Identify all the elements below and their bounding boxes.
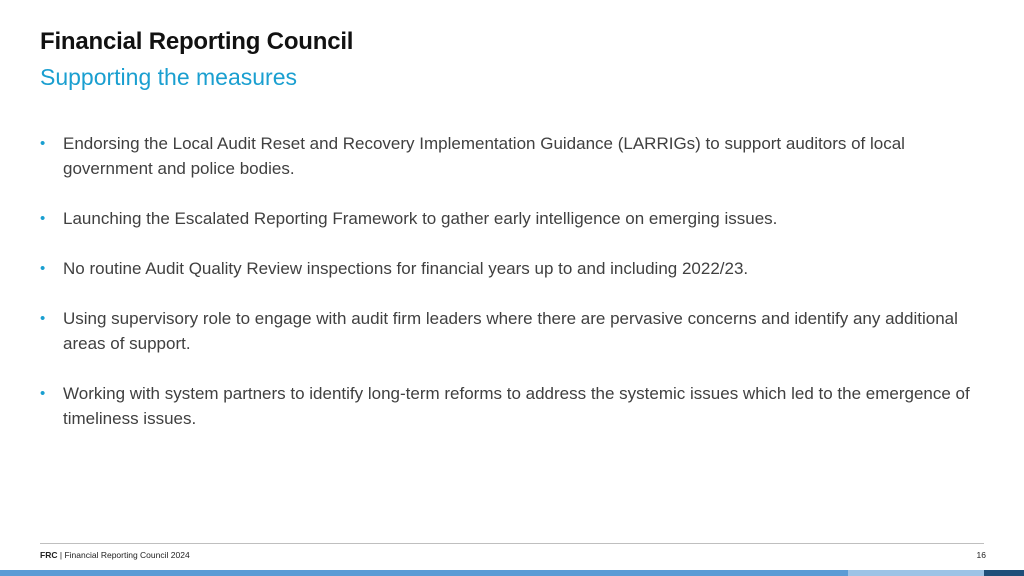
bar-segment-light xyxy=(848,570,984,576)
list-item xyxy=(40,381,980,431)
footer-brand: FRC xyxy=(40,550,58,560)
bullet-text: No routine Audit Quality Review inspections for financial years up to and including 2022/23. xyxy=(63,259,749,278)
bar-segment-dark xyxy=(984,570,1024,576)
list-item xyxy=(40,206,980,231)
footer-separator: | xyxy=(59,550,63,560)
bullet-text: Working with system partners to identify long-term reforms to address the systemic issues which led to the emergence of timeliness issues. xyxy=(63,384,970,428)
footer-text: Financial Reporting Council 2024 xyxy=(64,550,190,560)
bullet-text: Launching the Escalated Reporting Framework to gather early intelligence on emerging issues. xyxy=(63,209,778,228)
bullet-list xyxy=(40,131,980,456)
bar-segment-blue xyxy=(0,570,848,576)
bullet-text: Using supervisory role to engage with audit firm leaders where there are pervasive concerns and identify any additional areas of support. xyxy=(63,309,958,353)
list-item xyxy=(40,256,980,281)
list-item xyxy=(40,131,980,181)
list-item xyxy=(40,306,980,356)
footer-divider xyxy=(40,543,984,544)
footer xyxy=(40,550,190,560)
bullet-icon: • xyxy=(40,135,46,152)
bullet-icon: • xyxy=(40,210,46,227)
page-subtitle: Supporting the measures xyxy=(40,64,297,90)
bullet-icon: • xyxy=(40,310,46,327)
bullet-text: Endorsing the Local Audit Reset and Recovery Implementation Guidance (LARRIGs) to support auditors of local government and police bodies. xyxy=(63,134,905,178)
bullet-icon: • xyxy=(40,260,46,277)
page-title: Financial Reporting Council xyxy=(40,28,354,55)
bullet-icon: • xyxy=(40,385,46,402)
page-number: 16 xyxy=(976,550,986,560)
bottom-color-bar xyxy=(0,570,1024,576)
